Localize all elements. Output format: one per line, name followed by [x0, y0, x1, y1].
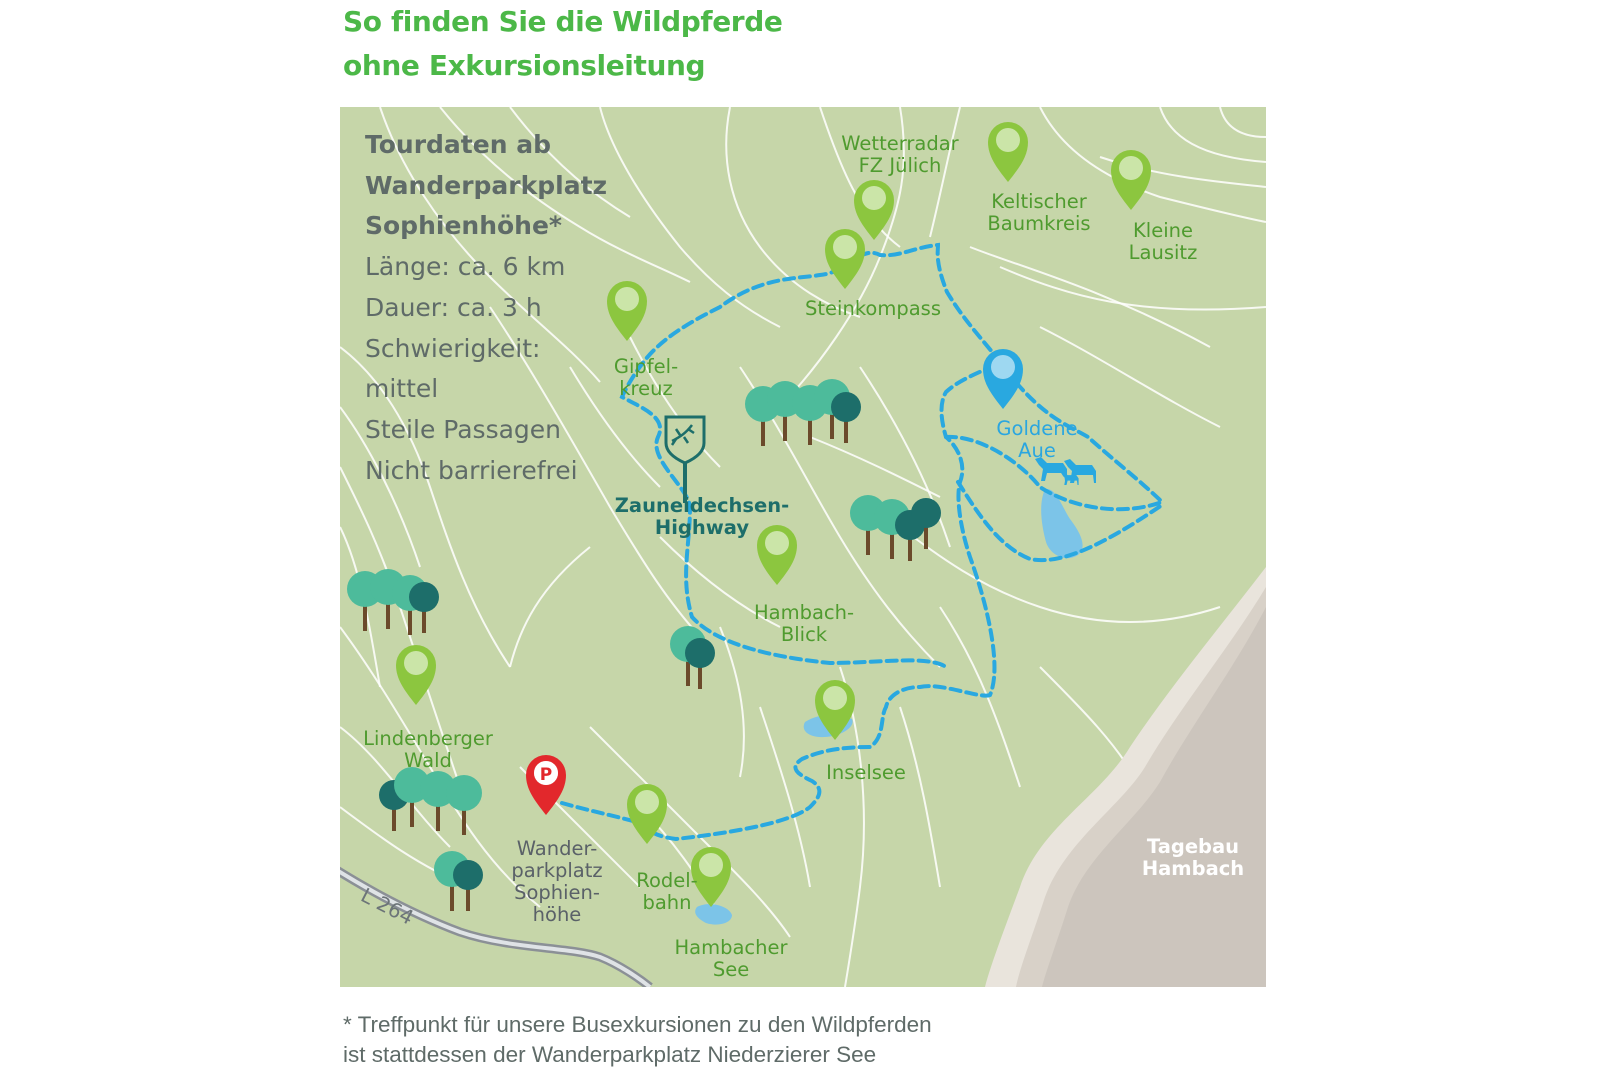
label-hambacher-see[interactable] — [674, 937, 787, 981]
label-zauneidechsen-highway[interactable] — [615, 495, 789, 539]
label-line: Hambacher — [674, 936, 788, 959]
label-gipfelkreuz[interactable] — [614, 356, 678, 400]
label-tagebau-hambach — [1142, 836, 1244, 880]
label-lindenberger-wald[interactable] — [363, 728, 493, 772]
page-title — [343, 0, 782, 88]
tour-title-1: Tourdaten ab — [365, 130, 551, 159]
label-line: Wander- — [516, 837, 598, 860]
label-line: Highway — [654, 516, 750, 539]
footnote-line-1: * Treffpunkt für unsere Busexkursionen zu den Wildpferden — [343, 1012, 932, 1037]
tour-difficulty-label: Schwierigkeit: — [365, 333, 541, 363]
label-line: parkplatz — [511, 859, 603, 882]
label-line: Wald — [404, 749, 452, 772]
label-hambach-blick[interactable] — [754, 602, 854, 646]
label-line: Zauneidechsen- — [614, 494, 790, 517]
label-line: Lausitz — [1128, 241, 1198, 264]
label-rodelbahn[interactable] — [636, 870, 697, 914]
label-line: Hambach — [1141, 857, 1245, 880]
label-wanderparkplatz[interactable] — [511, 838, 602, 926]
label-line: Baumkreis — [987, 212, 1091, 235]
label-line: Blick — [780, 623, 828, 646]
label-line: Steinkompass — [805, 297, 941, 320]
label-line: Hambach- — [753, 601, 855, 624]
footnote — [343, 1010, 932, 1070]
label-line: Aue — [1018, 439, 1056, 462]
tour-length: Länge: ca. 6 km — [365, 252, 566, 282]
label-line: bahn — [642, 891, 692, 914]
footnote-line-2: ist stattdessen der Wanderparkplatz Niederzierer See — [343, 1042, 877, 1067]
label-goldene-aue[interactable] — [996, 418, 1077, 462]
tour-info — [365, 125, 607, 491]
label-line: Rodel- — [636, 869, 698, 892]
label-wetterradar[interactable] — [841, 133, 958, 177]
label-kleine-lausitz[interactable] — [1129, 220, 1198, 264]
label-line: See — [712, 958, 750, 981]
title-line-1: So finden Sie die Wildpferde — [343, 5, 783, 38]
tour-title-2: Wanderparkplatz — [365, 170, 608, 200]
label-line: Goldene — [996, 417, 1078, 440]
label-line: höhe — [532, 903, 582, 926]
road-label: L 264 — [357, 883, 418, 930]
label-line: Kleine — [1133, 219, 1193, 242]
label-inselsee[interactable] — [826, 762, 906, 784]
tour-duration: Dauer: ca. 3 h — [365, 292, 542, 322]
label-line: Inselsee — [826, 761, 906, 784]
label-line: Gipfel- — [613, 355, 679, 378]
label-steinkompass[interactable] — [805, 298, 941, 320]
label-line: Lindenberger — [363, 727, 493, 750]
tour-title-3: Sophienhöhe* — [365, 211, 562, 241]
label-line: FZ Jülich — [858, 154, 942, 177]
parking-symbol: P — [539, 765, 553, 785]
label-line: Wetterradar — [841, 132, 959, 155]
label-keltischer-baumkreis[interactable] — [987, 191, 1090, 235]
label-line: Sophien- — [514, 881, 600, 904]
tour-steep: Steile Passagen — [365, 414, 562, 444]
tour-difficulty-value: mittel — [365, 374, 439, 404]
tour-barrier: Nicht barrierefrei — [365, 455, 578, 485]
label-line: kreuz — [619, 377, 673, 400]
title-line-2: ohne Exkursionsleitung — [343, 49, 706, 82]
label-line: Tagebau — [1146, 835, 1240, 858]
label-line: Keltischer — [991, 190, 1087, 213]
